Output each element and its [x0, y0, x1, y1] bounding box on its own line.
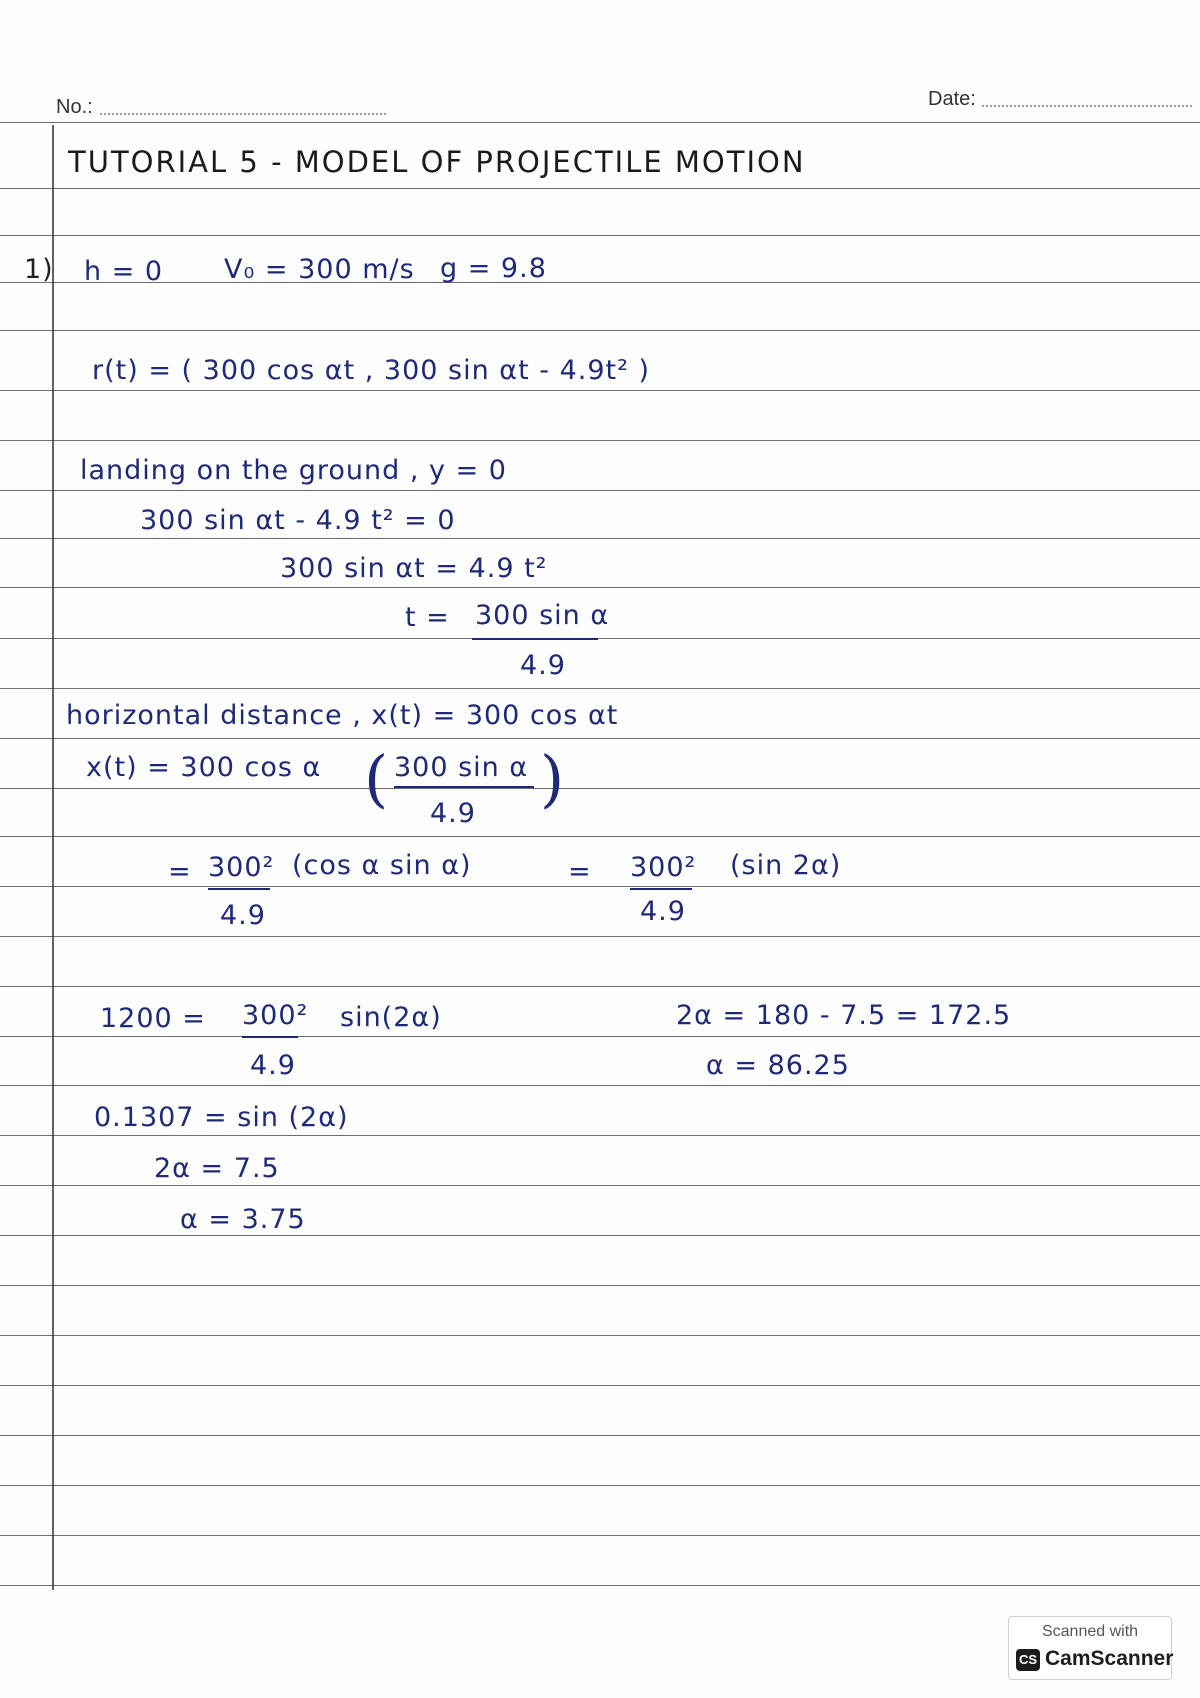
ruled-line	[0, 282, 1200, 283]
fraction-bar	[472, 638, 598, 640]
ruled-line	[0, 330, 1200, 331]
ruled-line	[0, 587, 1200, 588]
given-height: h = 0	[84, 256, 164, 287]
fraction-bar	[394, 786, 534, 788]
ruled-line	[0, 1185, 1200, 1186]
horizontal-line-2b-denominator: 4.9	[640, 896, 686, 927]
solve-step-2: 2α = 7.5	[154, 1153, 280, 1184]
given-velocity: V₀ = 300 m/s	[224, 254, 415, 285]
landing-heading: landing on the ground , y = 0	[80, 455, 507, 486]
solve-rest: sin(2α)	[340, 1002, 442, 1033]
ruled-line	[0, 1485, 1200, 1486]
horizontal-line-2-rest: (cos α sin α)	[292, 850, 472, 881]
ruled-line	[0, 1235, 1200, 1236]
landing-step-3-denominator: 4.9	[520, 650, 566, 681]
horizontal-line-1-denominator: 4.9	[430, 798, 476, 829]
solve-numerator: 300²	[242, 1000, 309, 1031]
ruled-line	[0, 986, 1200, 987]
solve-step-3: α = 3.75	[180, 1204, 306, 1235]
ruled-line	[0, 1385, 1200, 1386]
landing-step-2: 300 sin αt = 4.9 t²	[280, 553, 548, 584]
watermark-caption: Scanned with	[1041, 1623, 1139, 1640]
alternate-step-1: 2α = 180 - 7.5 = 172.5	[676, 1000, 1012, 1031]
ruled-line	[0, 688, 1200, 689]
landing-step-3-lhs: t =	[405, 602, 450, 633]
solve-denominator: 4.9	[250, 1050, 296, 1081]
ruled-line	[0, 1335, 1200, 1336]
ruled-line	[0, 1435, 1200, 1436]
ruled-line	[0, 936, 1200, 937]
question-number: 1)	[24, 254, 54, 285]
ruled-line	[0, 1085, 1200, 1086]
date-label: Date:	[928, 88, 976, 110]
margin-line	[52, 125, 54, 1590]
fraction-bar	[630, 888, 692, 890]
number-label: No.:	[56, 96, 93, 118]
horizontal-line-2b-numerator: 300²	[630, 852, 697, 883]
horizontal-line-2b-rest: (sin 2α)	[730, 850, 842, 881]
ruled-line	[0, 638, 1200, 639]
position-vector: r(t) = ( 300 cos αt , 300 sin αt - 4.9t² )	[92, 355, 651, 386]
ruled-line	[0, 1585, 1200, 1586]
horizontal-line-1-numerator: 300 sin α	[394, 752, 529, 783]
ruled-line	[0, 538, 1200, 539]
ruled-line	[0, 738, 1200, 739]
ruled-line	[0, 440, 1200, 441]
landing-step-1: 300 sin αt - 4.9 t² = 0	[140, 505, 456, 536]
ruled-line	[0, 390, 1200, 391]
number-dotted-line	[100, 113, 386, 115]
watermark-brand: CamScanner	[1045, 1647, 1174, 1670]
ruled-line	[0, 1285, 1200, 1286]
equals-sign: =	[168, 856, 192, 887]
ruled-line	[0, 836, 1200, 837]
ruled-line	[0, 1036, 1200, 1037]
ruled-line	[0, 1535, 1200, 1536]
close-paren: )	[540, 742, 565, 815]
camscanner-logo-icon: CS	[1016, 1649, 1040, 1671]
horizontal-line-2-numerator: 300²	[208, 852, 275, 883]
ruled-line	[0, 122, 1200, 123]
open-paren: (	[364, 742, 389, 815]
solve-step-1: 0.1307 = sin (2α)	[94, 1102, 349, 1133]
ruled-line	[0, 490, 1200, 491]
landing-step-3-numerator: 300 sin α	[475, 600, 610, 631]
equals-sign: =	[568, 856, 592, 887]
solve-lhs: 1200 =	[100, 1003, 206, 1034]
horizontal-heading: horizontal distance , x(t) = 300 cos αt	[66, 700, 619, 731]
date-dotted-line	[982, 105, 1192, 107]
given-gravity: g = 9.8	[440, 253, 547, 284]
ruled-line	[0, 188, 1200, 189]
horizontal-line-2-denominator: 4.9	[220, 900, 266, 931]
ruled-line	[0, 235, 1200, 236]
page-title: TUTORIAL 5 - MODEL OF PROJECTILE MOTION	[68, 145, 806, 179]
horizontal-line-1-lhs: x(t) = 300 cos α	[86, 752, 322, 783]
ruled-line	[0, 1135, 1200, 1136]
fraction-bar	[242, 1036, 298, 1038]
alternate-step-2: α = 86.25	[706, 1050, 850, 1081]
fraction-bar	[208, 888, 270, 890]
camscanner-watermark	[1008, 1616, 1172, 1680]
ruled-line	[0, 788, 1200, 789]
